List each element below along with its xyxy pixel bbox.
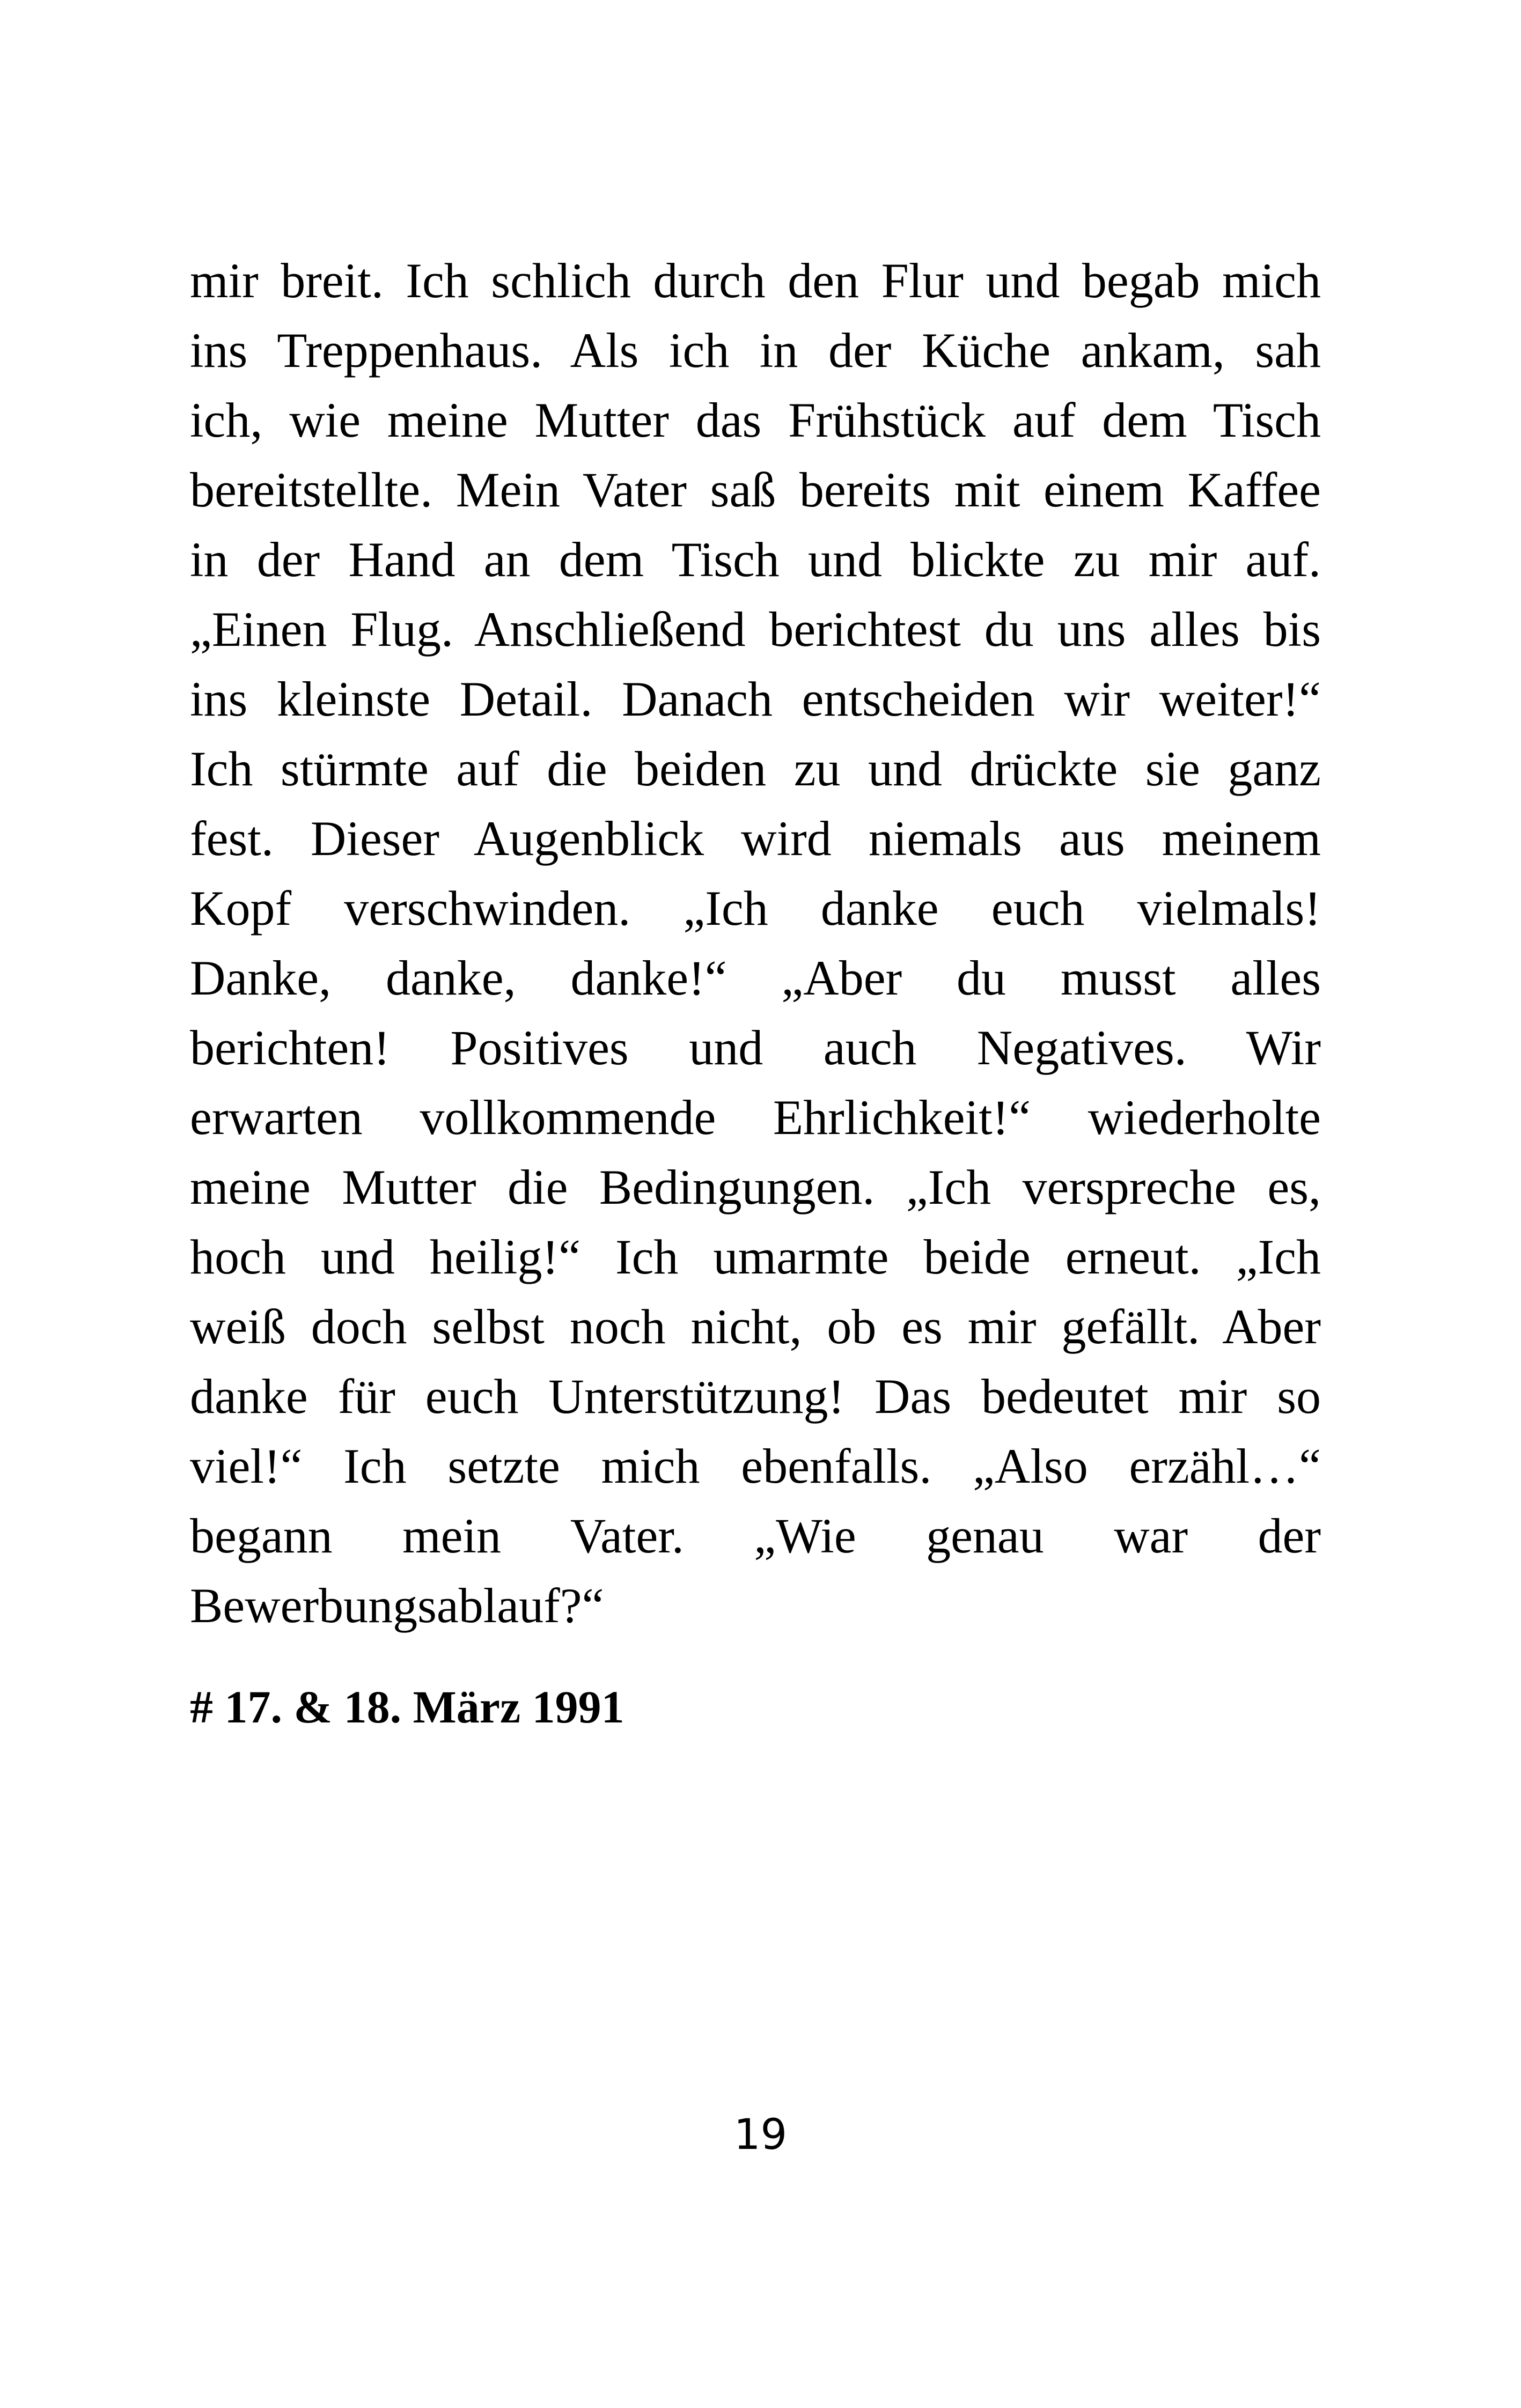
text-line: bereitstellte. Mein Vater saß bereits mit einem Kaffee <box>190 462 1321 517</box>
text-line: Ich stürmte auf die beiden zu und drückte sie ganz <box>190 741 1321 796</box>
text-line: Bewerbungsablauf?“ <box>190 1578 604 1633</box>
text-line: erwarten vollkommende Ehrlichkeit!“ wiederholte <box>190 1090 1321 1145</box>
text-line: ins kleinste Detail. Danach entscheiden wir weiter!“ <box>190 672 1321 726</box>
section-heading: # 17. & 18. März 1991 <box>190 1681 624 1733</box>
page-number: 19 <box>733 2111 788 2159</box>
body-text <box>190 246 1321 1640</box>
text-line: „Einen Flug. Anschließend berichtest du uns alles bis <box>190 602 1321 657</box>
text-line: in der Hand an dem Tisch und blickte zu mir auf. <box>190 532 1321 587</box>
text-line: Kopf verschwinden. „Ich danke euch vielmals! <box>190 881 1321 936</box>
text-line: ich, wie meine Mutter das Frühstück auf dem Tisch <box>190 393 1321 447</box>
text-line: danke für euch Unterstützung! Das bedeutet mir so <box>190 1369 1321 1424</box>
text-line: Danke, danke, danke!“ „Aber du musst alles <box>190 951 1321 1005</box>
text-line: begann mein Vater. „Wie genau war der <box>190 1508 1321 1563</box>
text-line: hoch und heilig!“ Ich umarmte beide erneut. „Ich <box>190 1229 1321 1284</box>
text-line: weiß doch selbst noch nicht, ob es mir gefällt. Aber <box>190 1299 1321 1354</box>
text-line: mir breit. Ich schlich durch den Flur und begab mich <box>190 253 1321 308</box>
text-line: viel!“ Ich setzte mich ebenfalls. „Also erzähl…“ <box>190 1439 1321 1493</box>
text-line: meine Mutter die Bedingungen. „Ich verspreche es, <box>190 1160 1321 1214</box>
text-line: fest. Dieser Augenblick wird niemals aus meinem <box>190 811 1321 866</box>
text-line: berichten! Positives und auch Negatives. Wir <box>190 1020 1321 1075</box>
text-line: ins Treppenhaus. Als ich in der Küche ankam, sah <box>190 323 1321 378</box>
